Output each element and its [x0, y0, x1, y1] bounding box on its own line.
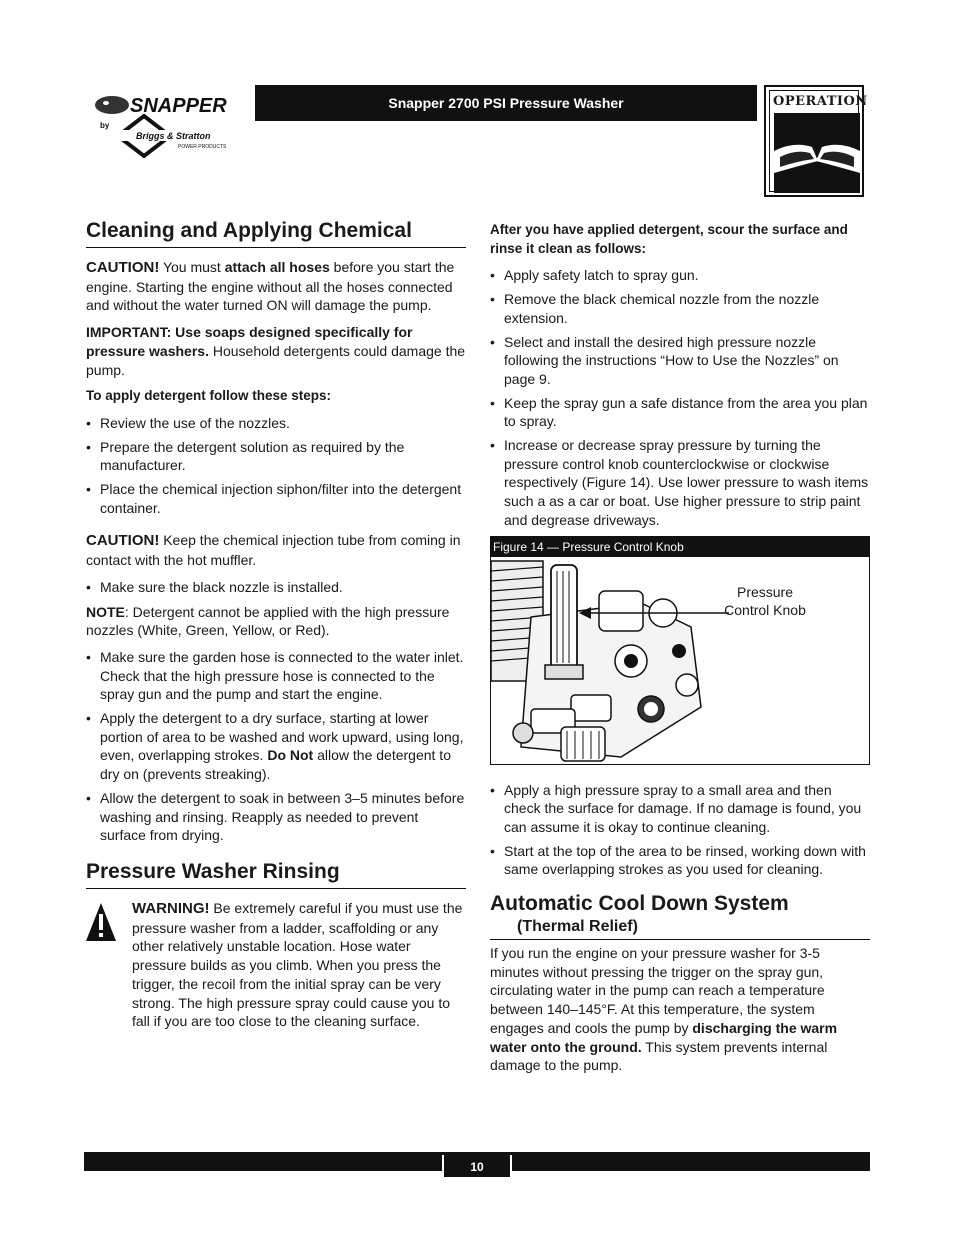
- figure-pressure-control-knob: [490, 536, 870, 765]
- operation-badge-label: OPERATION: [773, 94, 868, 109]
- list-item: • Start at the top of the area to be rinsed, working down with same overlapping strokes as you used for cleaning.: [490, 842, 870, 879]
- document-title: Snapper 2700 PSI Pressure Washer: [255, 85, 757, 121]
- page-number: 10: [442, 1155, 512, 1177]
- snapper-logo: [92, 88, 252, 160]
- pump-illustration: [491, 557, 869, 764]
- caution-emphasis: attach all hoses: [224, 259, 330, 275]
- caution-label: CAUTION!: [86, 532, 160, 550]
- list-item: • Review the use of the nozzles.: [86, 414, 466, 433]
- steps-heading: To apply detergent follow these steps:: [86, 388, 332, 404]
- figure-caption: Figure 14 — Pressure Control Knob: [491, 537, 869, 557]
- list-item: • Allow the detergent to soak in between 3–5 minutes before washing and rinsing. Reapply as needed to prevent surface from drying.: [86, 789, 466, 845]
- caution-text: Keep the chemical injection tube from coming in contact with the hot muffler.: [86, 532, 461, 569]
- rinse-steps-list: [490, 266, 870, 529]
- warning-icon: [86, 903, 116, 941]
- cool-down-text: [490, 944, 870, 1075]
- caution-muffler: [86, 531, 466, 569]
- list-item: • Select and install the desired high pressure nozzle following the instructions “How to Use the Nozzles” on page 9.: [490, 333, 870, 389]
- warning-text-block: [132, 899, 466, 1031]
- list-item: • Remove the black chemical nozzle from the nozzle extension.: [490, 290, 870, 327]
- hands-icon: [774, 113, 860, 193]
- caution-text: You must: [159, 259, 225, 275]
- cool-down-text-a: If you run the engine on your pressure washer for 3-5 minutes without pressing the trigger on the spray gun, circulating water in the pump can reach a temperature between 140–145°F. At this temperature, the system engages and cools the pump by: [490, 945, 825, 1036]
- snapper-logo-graphic: [92, 88, 252, 160]
- rinse-intro: After you have applied detergent, scour the surface and rinse it clean as follows:: [490, 222, 848, 256]
- cool-down-text-b: This system prevents internal damage to the pump.: [490, 1038, 828, 1074]
- note-nozzles: [86, 603, 466, 640]
- list-item: • Apply a high pressure spray to a small area and then check the surface for damage. If no damage is found, you can assume it is okay to continue cleaning.: [490, 781, 870, 837]
- section-heading-rinsing: Pressure Washer Rinsing: [86, 859, 466, 889]
- list-item-emphasis: Do Not: [267, 747, 314, 764]
- list-item: • Make sure the garden hose is connected to the water inlet. Check that the high pressure hose is connected to the spray gun and the pump and start the engine.: [86, 648, 466, 704]
- list-item: • Make sure the black nozzle is installed.: [86, 578, 466, 597]
- note-label: NOTE: [86, 603, 125, 620]
- warning-ladder: [86, 899, 466, 1031]
- left-column: [86, 218, 466, 1039]
- section-subheading-thermal-relief: (Thermal Relief): [490, 917, 870, 940]
- operation-badge: [764, 85, 868, 197]
- list-item-text: Apply the detergent to a dry surface, starting at lower portion of area to be washed and work upward, using long, even, overlapping strokes.: [100, 710, 464, 764]
- important-text: Household detergents could damage the pump.: [86, 342, 466, 378]
- logo-by-text: by: [100, 121, 110, 130]
- figure-label-pressure-knob: Pressure Control Knob: [724, 583, 806, 619]
- list-item: • Apply safety latch to spray gun.: [490, 266, 870, 285]
- logo-maker-text: Briggs & Stratton: [136, 131, 211, 141]
- list-item: • Increase or decrease spray pressure by turning the pressure control knob counterclockwise or clockwise respectively (Figure 14). Use lower pressure to wash items such a as a car or boat. Use higher pressure to strip paint and degrease driveways.: [490, 436, 870, 530]
- figure-illustration: [491, 557, 869, 764]
- list-item: • Place the chemical injection siphon/filter into the detergent container.: [86, 480, 466, 517]
- section-heading-cool-down: Automatic Cool Down System: [490, 892, 789, 916]
- caution-attach-hoses: [86, 258, 466, 315]
- list-item: • Prepare the detergent solution as required by the manufacturer.: [86, 438, 466, 475]
- note-text: : Detergent cannot be applied with the high pressure nozzles (White, Green, Yellow, or Red).: [86, 603, 450, 639]
- detergent-steps-list: [86, 414, 466, 518]
- logo-brand-text: SNAPPER: [130, 95, 227, 117]
- caution-text-rest: before you start the engine. Starting the engine without all the hoses connected and without the water turned ON will damage the pump.: [86, 259, 455, 314]
- list-item-text-rest: allow the detergent to dry on (prevents streaking).: [100, 747, 451, 783]
- logo-maker-sub-text: POWER PRODUCTS: [178, 144, 227, 150]
- important-soaps: [86, 323, 466, 379]
- right-column: [490, 221, 870, 1083]
- warning-text: Be extremely careful if you must use the pressure washer from a ladder, scaffolding or any other relatively unstable location. Hose water pressure builds as you climb. When you press the trigger, the recoil from the initial spray can be very strong. The high pressure spray could cause you to fall if you are too close to the cleaning surface.: [132, 899, 463, 1030]
- list-item: • Keep the spray gun a safe distance from the area you plan to spray.: [490, 394, 870, 431]
- list-item: [86, 709, 466, 784]
- section-heading-cleaning: Cleaning and Applying Chemical: [86, 218, 466, 248]
- nozzle-steps-list: [86, 578, 466, 597]
- warning-label: WARNING!: [132, 899, 210, 917]
- cool-down-emphasis: discharging the warm water onto the ground.: [490, 1019, 838, 1055]
- rinse-steps-list-2: [490, 781, 870, 880]
- caution-label: CAUTION!: [86, 259, 160, 276]
- important-label: IMPORTANT: Use soaps designed specifically for pressure washers.: [86, 324, 413, 359]
- apply-steps-list: [86, 648, 466, 845]
